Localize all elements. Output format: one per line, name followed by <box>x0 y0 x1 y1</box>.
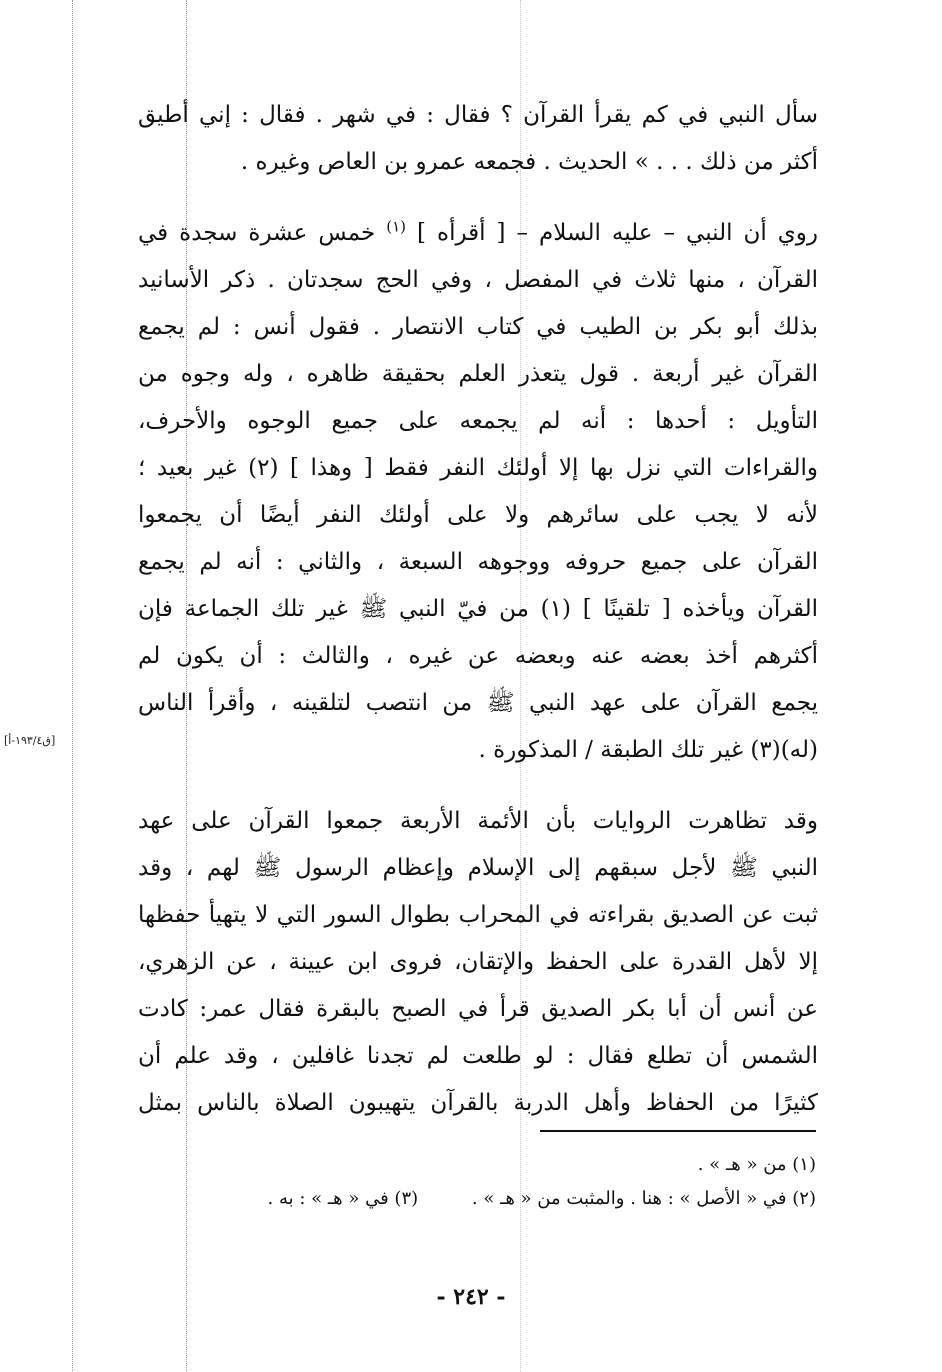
footnote-3: (٣) في « هـ » : به . <box>267 1188 419 1209</box>
text-line: إلا لأهل القدرة على الحفظ والإتقان، فروى ابن عيينة ، عن الزهري، <box>138 949 818 975</box>
footnote-marker: (١) <box>386 217 407 236</box>
text-line: النبي ﷺ لأجل سبقهم إلى الإسلام وإعظام الرسول ﷺ لهم ، وقد <box>138 855 818 881</box>
text-line: روي أن النبي – عليه السلام – [ أقرأه ] $^{(١)}$ خمس عشرة سجدة في <box>138 217 818 246</box>
text-line: عن أنس أن أبا بكر الصديق قرأ في الصبح بالبقرة فقال عمر: كادت <box>138 996 818 1022</box>
text-line: التأويل : أحدها : أنه لم يجمعه على جميع الوجوه والأحرف، <box>138 408 818 434</box>
text-line: بذلك أبو بكر بن الطيب في كتاب الانتصار . فقول أنس : لم يجمع <box>138 314 818 340</box>
text-line: سأل النبي في كم يقرأ القرآن ؟ فقال : في شهر . فقال : إني أطيق <box>138 102 818 128</box>
footnotes <box>160 1148 816 1216</box>
text-line: لأنه لا يجب على سائرهم ولا على أولئك النفر أيضًا أن يجمعوا <box>138 502 818 528</box>
text-line: كثيرًا من الحفاظ وأهل الدربة بالقرآن يتهيبون الصلاة بالناس بمثل <box>138 1090 818 1116</box>
footnote-1: (١) من « هـ » . <box>697 1154 816 1175</box>
text-line: أكثر من ذلك . . . » الحديث . فجمعه عمرو بن العاص وغيره . <box>240 149 818 175</box>
scan-guide-line <box>72 0 73 1372</box>
text-line: والقراءات التي نزل بها إلا أولئك النفر فقط [ وهذا ] (٢) غير بعيد ؛ <box>138 455 818 481</box>
text-line: (له)(٣) غير تلك الطبقة / المذكورة . <box>478 737 818 763</box>
text-line: ثبت عن الصديق بقراءته في المحراب بطوال السور التي لا يتهيأ حفظها <box>138 902 818 928</box>
footnote-separator <box>540 1130 816 1132</box>
footnote-2: (٢) في « الأصل » : هنا . والمثبت من « هـ » . <box>471 1188 816 1209</box>
text-line: القرآن على جميع حروفه ووجوهه السبعة ، والثاني : أنه لم يجمع <box>138 549 818 575</box>
text-line: يجمع القرآن على عهد النبي ﷺ من انتصب لتلقينه ، وأقرأ الناس <box>138 690 818 716</box>
main-text <box>138 92 818 1127</box>
text-line: القرآن غير أربعة . قول يتعذر العلم بحقيقة ظاهره ، وله وجوه من <box>138 361 818 387</box>
margin-manuscript-reference: [ق١٩٣/٤-أ] <box>4 734 56 747</box>
text-line: الشمس أن تطلع فقال : لو طلعت لم تجدنا غافلين ، وقد علم أن <box>138 1043 818 1069</box>
text-line: القرآن ويأخذه [ تلقينًا ] (١) من فيّ النبي ﷺ غير تلك الجماعة فإن <box>138 596 818 622</box>
text-line: أكثرهم أخذ بعضه عنه وبعضه عن غيره ، والثالث : أن يكون لم <box>138 643 818 669</box>
page-number: - ٢٤٢ - <box>436 1284 506 1310</box>
text-line: وقد تظاهرت الروايات بأن الأئمة الأربعة جمعوا القرآن على عهد <box>138 808 818 834</box>
text-line: القرآن ، منها ثلاث في المفصل ، وفي الحج سجدتان . ذكر الأسانيد <box>138 267 818 293</box>
footnote-row <box>160 1182 816 1216</box>
